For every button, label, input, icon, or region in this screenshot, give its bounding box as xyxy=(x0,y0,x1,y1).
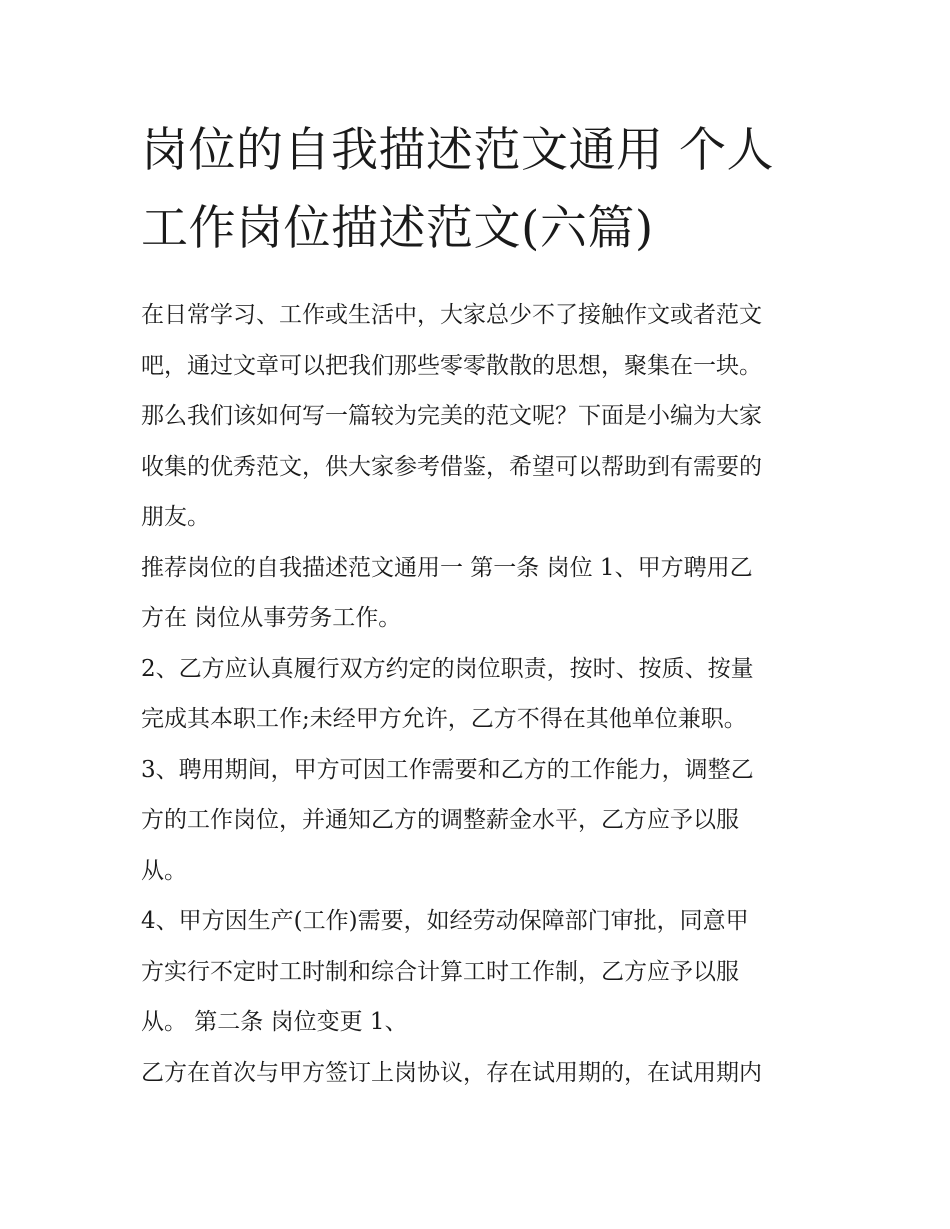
body-line: 从。 第二条 岗位变更 1、 xyxy=(141,1009,408,1035)
document-body xyxy=(141,290,821,1098)
body-line: 在日常学习、工作或生活中，大家总少不了接触作文或者范文 xyxy=(141,302,762,328)
document-title xyxy=(141,112,821,268)
body-line: 2、乙方应认真履行双方约定的岗位职责，按时、按质、按量 xyxy=(141,655,754,682)
body-line: 方实行不定时工时制和综合计算工时工作制，乙方应予以服 xyxy=(141,958,739,985)
body-line: 完成其本职工作;未经甲方允许，乙方不得在其他单位兼职。 xyxy=(141,706,747,732)
document-content xyxy=(141,112,821,1098)
body-line: 朋友。 xyxy=(141,504,210,530)
body-line: 方的工作岗位，并通知乙方的调整薪金水平，乙方应予以服 xyxy=(141,807,739,833)
body-line: 收集的优秀范文，供大家参考借鉴，希望可以帮助到有需要的 xyxy=(141,453,762,480)
body-line: 那么我们该如何写一篇较为完美的范文呢？下面是小编为大家 xyxy=(141,403,762,429)
body-line: 3、聘用期间，甲方可因工作需要和乙方的工作能力，调整乙 xyxy=(141,756,754,783)
body-line: 从。 xyxy=(141,857,187,884)
title-line: 岗位的自我描述范文通用 个人 xyxy=(141,123,774,178)
body-line: 方在 岗位从事劳务工作。 xyxy=(141,605,402,631)
body-line: 4、甲方因生产(工作)需要，如经劳动保障部门审批，同意甲 xyxy=(141,908,749,934)
body-line: 推荐岗位的自我描述范文通用一 第一条 岗位 1、甲方聘用乙 xyxy=(141,554,753,581)
body-line: 乙方在首次与甲方签订上岗协议，存在试用期的，在试用期内 xyxy=(141,1059,762,1086)
body-line: 吧，通过文章可以把我们那些零零散散的思想，聚集在一块。 xyxy=(141,352,762,379)
title-line: 工作岗位描述范文(六篇) xyxy=(141,201,654,256)
